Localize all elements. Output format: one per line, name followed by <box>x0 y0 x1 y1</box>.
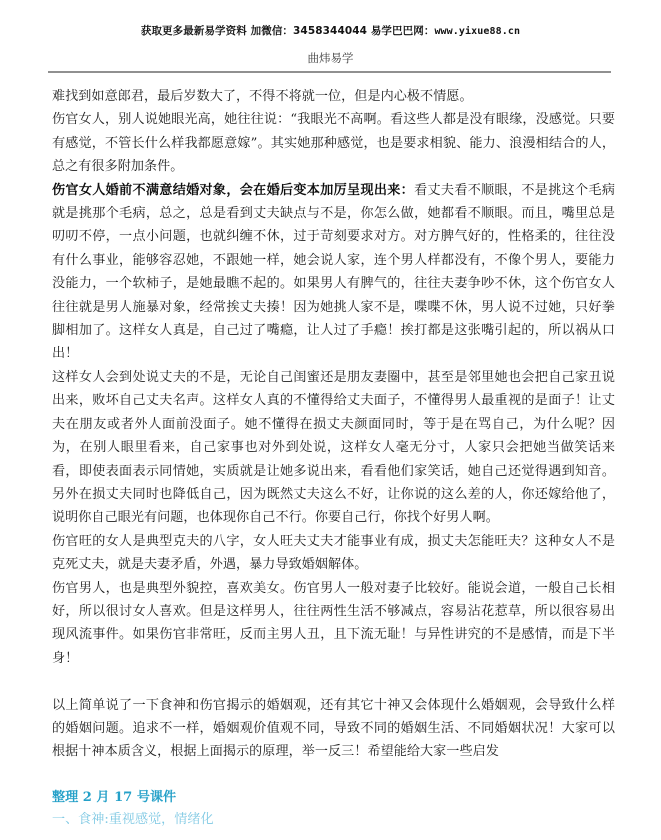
courseware-heading: 整理 2 月 17 号课件 <box>52 790 177 806</box>
paragraph-bold-lead: 伤官女人婚前不满意结婚对象，会在婚后变本加厉呈现出来： <box>52 182 415 198</box>
paragraph-text: 以上简单说了一下食神和伤官揭示的婚姻观，还有其它十神又会体现什么婚姻观，会导致什么样的婚姻问题。追求不一样，婚姻观价值观不同，导致不同的婚姻生活、不同婚姻状况！大家可以根据十神本质含义，根据上面揭示的原理，举一反三！希望能给大家一些启发 <box>52 697 615 760</box>
paragraph-text: 这样女人会到处说丈夫的不是，无论自己闺蜜还是朋友妻圈中，甚至是邻里她也会把自己家丑说出来，败坏自己丈夫名声。这样女人真的不懂得给丈夫面子，不懂得男人最重视的是面子！让丈夫在朋友或者外人面前没面子。她不懂得在损丈夫颜面同时，等于是在骂自己，为什么呢？因为，在别人眼里看来，自己家事也对外到处说，这样女人毫无分寸，人家只会把她当做笑话来看，即使表面表示同情她，实质就是让她多说出来，看看他们家笑话，她自己还觉得遇到知音。另外在损丈夫同时也降低自己，因为既然丈夫这么不好，让你说的这么差的人，你还嫁给他了，说明你自己眼光有问题，也体现你自己不行。你要自己行，你找个好男人啊。 <box>52 369 615 526</box>
document-body <box>52 73 615 787</box>
promo-banner-url: www.yixue88.cn <box>434 26 521 37</box>
paragraph-text: 难找到如意郎君，最后岁数大了，不得不将就一位，但是内心极不情愿。 <box>52 89 473 104</box>
paragraph-text: 伤官男人，也是典型外貌控，喜欢美女。伤官男人一般对妻子比较好。能说会道，一般自己长相好，所以很讨女人喜欢。但是这样男人，往往两性生活不够减点，容易沾花惹草，所以很容易出现风流事件。如果伤官非常旺，反而主男人丑，且下流无耻！与异性讲究的不是感情，而是下半身！ <box>52 580 615 666</box>
page-header <box>0 0 661 73</box>
paragraph <box>52 179 615 366</box>
paragraph <box>52 108 615 178</box>
paragraph <box>52 530 615 577</box>
paragraph <box>52 694 615 764</box>
paragraph <box>52 366 615 530</box>
section-headings <box>52 787 615 831</box>
promo-banner-text: 获取更多最新易学资料 加微信：3458344044 易学巴巴网： <box>140 25 435 37</box>
paragraph-spacer <box>52 670 615 693</box>
paragraph-spacer <box>52 764 615 787</box>
paragraph-text: 伤官女人，别人说她眼光高，她往往说：“我眼光不高啊。看这些人都是没有眼缘，没感觉。只要有感觉，不管长什么样我都愿意嫁”。其实她那种感觉，也是要求相貌、能力、浪漫相结合的人，总之有很多附加条件。 <box>52 112 615 175</box>
promo-banner <box>0 24 661 39</box>
site-name: 曲炜易学 <box>307 51 354 65</box>
paragraph-text: 看丈夫看不顺眼，不是挑这个毛病就是挑那个毛病，总之，总是看到丈夫缺点与不是，你怎么做，她都看不顺眼。而且，嘴里总是叨叨不停，一点小问题，也就纠缠不休，过于苛刻要求对方。对方脾气好的，性格柔的，往往没有什么事业，能够容忍她，不跟她一样，她会说人家，连个男人样都没有，不像个男人，要能力没能力，一个软柿子，是她最瞧不起的。如果男人有脾气的，往往夫妻争吵不休，这个伤官女人往往就是男人施暴对象，经常挨丈夫揍！因为她挑人家不是，喋喋不休，男人说不过她，只好拳脚相加了。这样女人真是，自己过了嘴瘾，让人过了手瘾！挨打都是这张嘴引起的，所以祸从口出！ <box>52 182 615 362</box>
courseware-subheading: 一、食神:重视感觉，情绪化 <box>52 812 214 828</box>
paragraph-text: 伤官旺的女人是典型克夫的八字，女人旺夫丈夫才能事业有成，损丈夫怎能旺夫？这种女人不是克死丈夫，就是夫妻矛盾，外遇，暴力导致婚姻解体。 <box>52 533 615 573</box>
paragraph <box>52 85 615 108</box>
paragraph <box>52 577 615 671</box>
